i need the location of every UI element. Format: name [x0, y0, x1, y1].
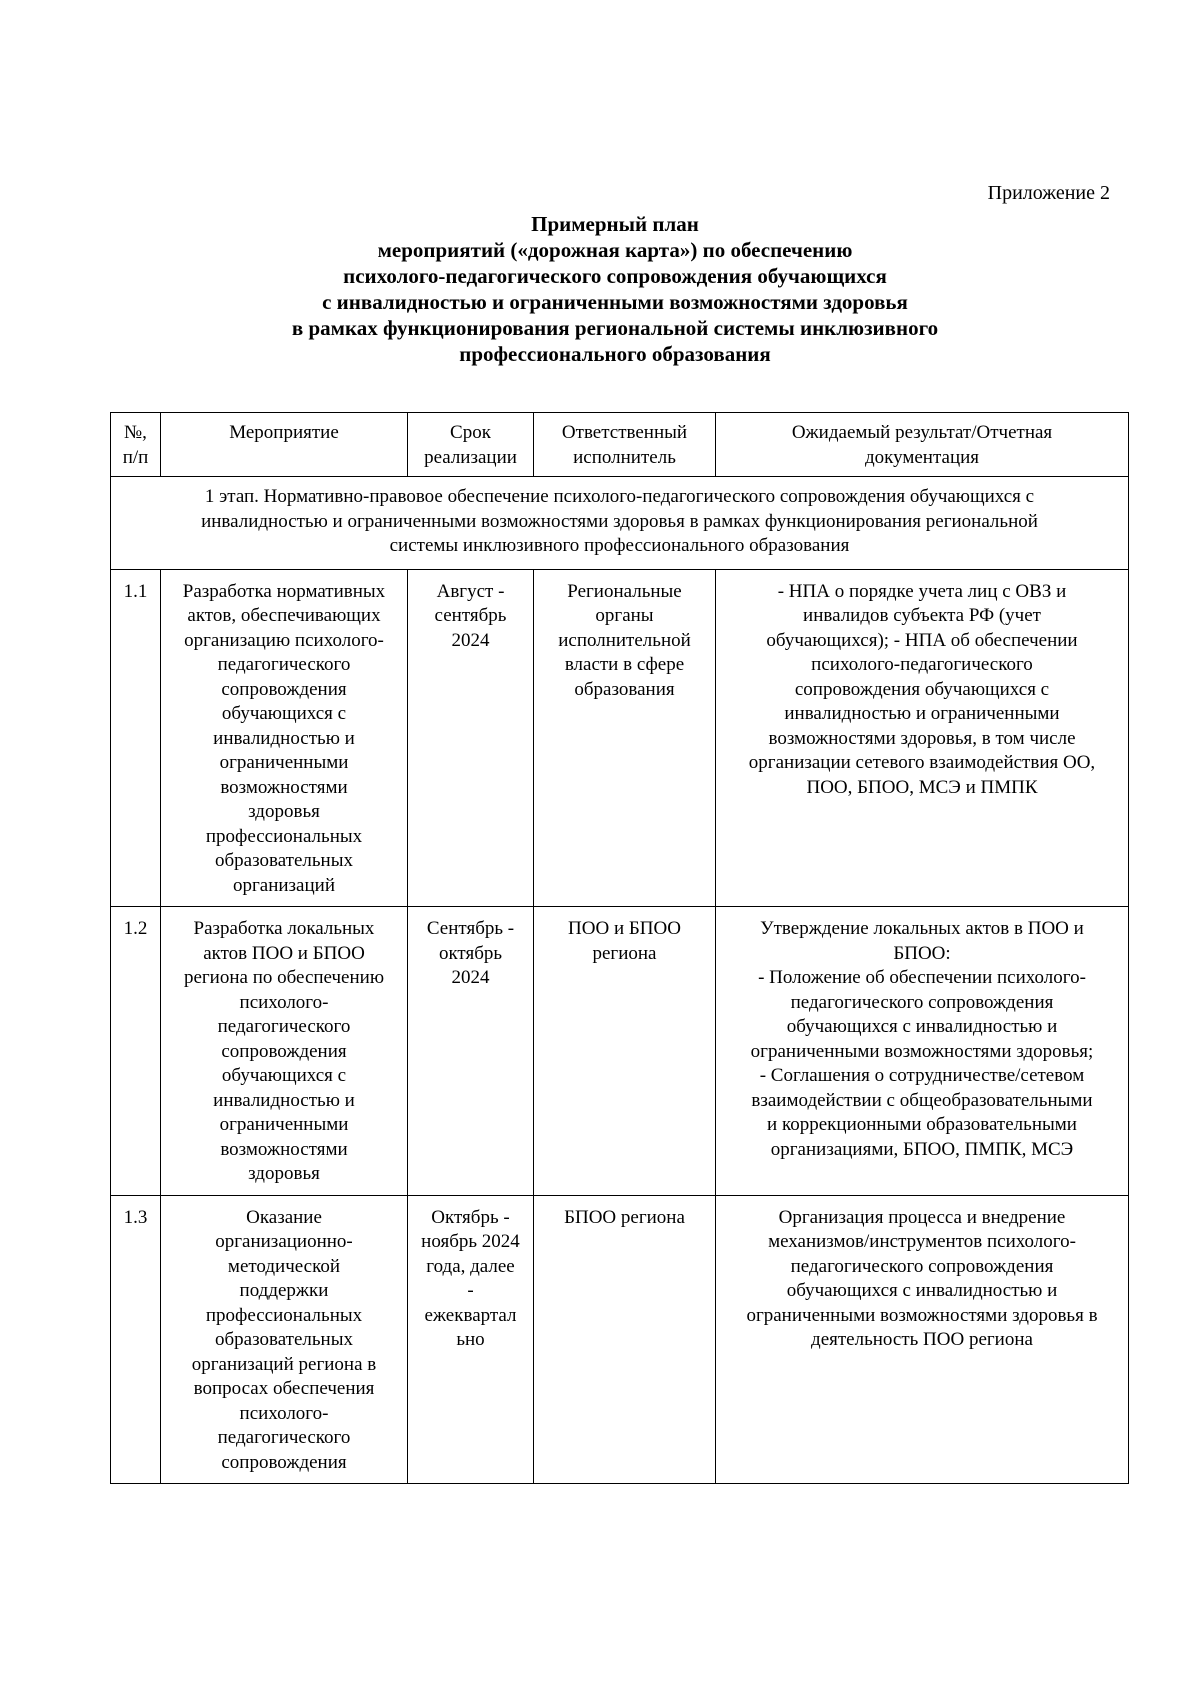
roadmap-table	[110, 412, 1129, 1484]
title-line: в рамках функционирования региональной системы инклюзивного	[291, 316, 939, 340]
row-term: Сентябрь - октябрь 2024	[408, 907, 534, 1196]
title-line: профессионального образования	[459, 342, 771, 366]
row-executor: БПОО региона	[534, 1195, 716, 1484]
row-executor: Региональные органы исполнительной власти в сфере образования	[534, 569, 716, 907]
row-event: Разработка локальных актов ПОО и БПОО региона по обеспечению психолого- педагогического сопровождения обучающихся с инвалидностью и ограниченными возможностями здоровья	[161, 907, 408, 1196]
document-title	[110, 211, 1120, 367]
header-result: Ожидаемый результат/Отчетная документация	[716, 413, 1129, 477]
row-term: Август - сентябрь 2024	[408, 569, 534, 907]
title-line: Примерный план	[531, 212, 699, 236]
row-result: Организация процесса и внедрение механизмов/инструментов психолого- педагогического сопровождения обучающихся с инвалидностью и ограниченными возможностями здоровья в деятельность ПОО региона	[716, 1195, 1129, 1484]
row-result: Утверждение локальных актов в ПОО и БПОО: - Положение об обеспечении психолого- педагогического сопровождения обучающихся с инвалидностью и ограниченными возможностями здоровья; - Соглашения о сотрудничестве/сетевом взаимодействии с общеобразовательными и коррекционными образовательными организациями, БПОО, ПМПК, МСЭ	[716, 907, 1129, 1196]
header-term: Срок реализации	[408, 413, 534, 477]
header-event: Мероприятие	[161, 413, 408, 477]
row-result: - НПА о порядке учета лиц с ОВЗ и инвалидов субъекта РФ (учет обучающихся); - НПА об обеспечении психолого-педагогического сопровождения обучающихся с инвалидностью и ограниченными возможностями здоровья, в том числе организации сетевого взаимодействия ОО, ПОО, БПОО, МСЭ и ПМПК	[716, 569, 1129, 907]
header-executor: Ответственный исполнитель	[534, 413, 716, 477]
title-line: психолого-педагогического сопровождения обучающихся	[343, 264, 887, 288]
table-row	[111, 907, 1129, 1196]
title-line: мероприятий («дорожная карта») по обеспечению	[377, 238, 853, 262]
table-row	[111, 569, 1129, 907]
stage-row	[111, 477, 1129, 570]
stage-1-title: 1 этап. Нормативно-правовое обеспечение психолого-педагогического сопровождения обучающихся с инвалидностью и ограниченными возможностями здоровья в рамках функционирования региональной системы инклюзивного профессионального образования	[111, 477, 1129, 570]
appendix-label: Приложение 2	[987, 182, 1110, 204]
row-executor: ПОО и БПОО региона	[534, 907, 716, 1196]
row-num: 1.1	[111, 569, 161, 907]
table-row	[111, 1195, 1129, 1484]
row-num: 1.2	[111, 907, 161, 1196]
row-num: 1.3	[111, 1195, 161, 1484]
row-event: Оказание организационно- методической поддержки профессиональных образовательных организаций региона в вопросах обеспечения психолого- педагогического сопровождения	[161, 1195, 408, 1484]
row-event: Разработка нормативных актов, обеспечивающих организацию психолого- педагогического сопровождения обучающихся с инвалидностью и ограниченными возможностями здоровья профессиональных образовательных организаций	[161, 569, 408, 907]
title-line: с инвалидностью и ограниченными возможностями здоровья	[322, 290, 908, 314]
table-header-row	[111, 413, 1129, 477]
row-term: Октябрь - ноябрь 2024 года, далее - ежеквартал ьно	[408, 1195, 534, 1484]
header-num: №, п/п	[111, 413, 161, 477]
